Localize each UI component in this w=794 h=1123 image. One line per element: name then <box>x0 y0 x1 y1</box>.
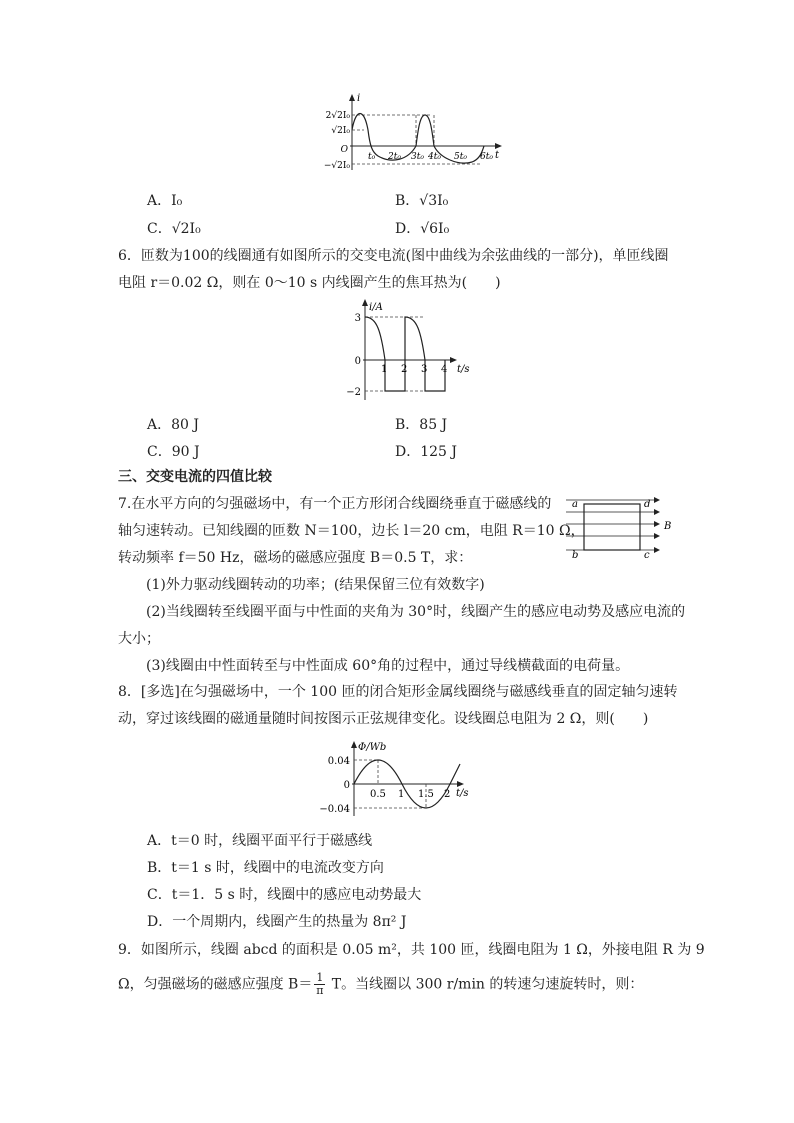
y-tick-neg-sqrt2: −√2I₀ <box>323 161 350 171</box>
x-tick-0.5: 0.5 <box>370 789 386 800</box>
q8-option-b[interactable]: B．t＝1 s 时，线圈中的电流改变方向 <box>147 860 384 876</box>
y-tick-0.04: 0.04 <box>327 756 350 767</box>
q5-option-b[interactable]: B．√3I₀ <box>395 193 449 209</box>
q7-line1: 7.在水平方向的匀强磁场中，有一个正方形闭合线圈绕垂直于磁感线的 <box>118 496 552 512</box>
q8-line2: 动，穿过该线圈的磁通量随时间按图示正弦规律变化。设线圈总电阻为 2 Ω，则( ) <box>118 711 649 727</box>
x-tick-5t0: 5t₀ <box>454 152 467 162</box>
field-arrow-5 <box>654 547 660 553</box>
x-axis-label: t/s <box>457 364 470 375</box>
x-tick-2t0: 2t₀ <box>388 152 401 162</box>
q8-option-c[interactable]: C．t＝1．5 s 时，线圈中的感应电动势最大 <box>147 887 422 903</box>
q7-line3: 转动频率 f＝50 Hz，磁场的磁感应强度 B＝0.5 T，求： <box>118 550 473 566</box>
y-axis-label: i <box>357 93 361 104</box>
q5-option-c[interactable]: C．√2I₀ <box>147 221 201 237</box>
x-axis-label: t <box>495 150 500 161</box>
y-tick-3: 3 <box>354 313 361 324</box>
q8-flux-figure <box>319 738 482 818</box>
y-axis-arrow <box>351 741 357 748</box>
field-arrow-1 <box>654 497 660 503</box>
corner-b: b <box>572 550 579 561</box>
q6-option-a[interactable]: A．80 J <box>147 417 199 433</box>
origin-label: O <box>340 145 348 155</box>
x-tick-6t0: 6t₀ <box>480 152 493 162</box>
q9-line1: 9．如图所示，线圈 abcd 的面积是 0.05 m²，共 100 匝，线圈电阻为 1 Ω，外接电阻 R 为 9 <box>118 942 705 958</box>
corner-c: c <box>644 550 650 561</box>
x-axis-label: t/s <box>456 788 469 799</box>
x-tick-4: 4 <box>441 364 448 375</box>
y-axis-label: Φ/Wb <box>358 742 387 753</box>
y-tick-0: 0 <box>343 780 350 791</box>
q8-line1: 8．[多选]在匀强磁场中，一个 100 匝的闭合矩形金属线圈绕与磁感线垂直的固定轴匀速转 <box>118 684 678 700</box>
current-waveform-figure <box>312 90 512 176</box>
q9-line2 <box>118 972 678 997</box>
x-tick-1: 1 <box>381 364 388 375</box>
q6-option-d[interactable]: D．125 J <box>395 444 458 460</box>
q9-fraction-denominator: π <box>316 984 324 997</box>
y-axis-arrow <box>349 94 355 101</box>
q5-option-d[interactable]: D．√6I₀ <box>395 221 450 237</box>
square-coil <box>584 504 640 550</box>
x-tick-2: 2 <box>444 789 451 800</box>
y-tick-0: 0 <box>354 356 361 367</box>
x-tick-4t0: 4t₀ <box>428 152 441 162</box>
q6-line1: 6．匝数为100的线圈通有如图所示的交变电流(图中曲线为余弦曲线的一部分)，单匝线圈 <box>118 248 669 264</box>
q8-option-a[interactable]: A．t＝0 时，线圈平面平行于磁感线 <box>147 833 373 849</box>
q9-line2-end: T。当线圈以 300 r/min 的转速匀速旋转时，则： <box>327 976 644 993</box>
q7-coil-figure <box>564 492 676 566</box>
q8-option-d[interactable]: D．一个周期内，线圈产生的热量为 8π² J <box>147 914 407 930</box>
q5-option-a[interactable]: A．I₀ <box>147 193 183 209</box>
x-axis-arrow <box>450 357 457 363</box>
q7-sub3: (3)线圈由中性面转至与中性面成 60°角的过程中，通过导线横截面的电荷量。 <box>146 658 630 674</box>
x-tick-t0: t₀ <box>368 152 376 162</box>
field-arrow-3 <box>654 521 660 527</box>
q9-fraction-numerator: 1 <box>316 971 324 984</box>
x-axis-arrow <box>495 143 502 149</box>
y-tick-sqrt2: √2I₀ <box>331 126 350 136</box>
q6-line2: 电阻 r＝0.02 Ω，则在 0～10 s 内线圈产生的焦耳热为( ) <box>118 275 501 291</box>
q9-fraction <box>314 972 325 997</box>
q6-current-figure <box>345 296 485 406</box>
field-arrow-2 <box>654 509 660 515</box>
y-tick-neg0.04: −0.04 <box>319 804 350 815</box>
corner-d: d <box>644 499 651 510</box>
corner-a: a <box>572 499 578 510</box>
x-tick-2: 2 <box>401 364 408 375</box>
q7-sub2a: (2)当线圈转至线圈平面与中性面的夹角为 30°时，线圈产生的感应电动势及感应电流的 <box>146 604 686 620</box>
y-tick-2sqrt2: 2√2I₀ <box>325 111 350 121</box>
q7-sub1: (1)外力驱动线圈转动的功率；(结果保留三位有效数字) <box>146 577 485 593</box>
y-axis-arrow <box>362 299 368 306</box>
q6-option-c[interactable]: C．90 J <box>147 444 200 460</box>
section3-title: 三、交变电流的四值比较 <box>118 469 272 485</box>
x-tick-1.5: 1.5 <box>418 789 434 800</box>
field-label: B <box>664 521 672 532</box>
x-tick-3: 3 <box>421 364 428 375</box>
q6-option-b[interactable]: B．85 J <box>395 417 448 433</box>
current-curve <box>365 317 448 391</box>
x-tick-3t0: 3t₀ <box>411 152 424 162</box>
q7-sub2b: 大小； <box>118 631 160 647</box>
x-axis-arrow <box>457 781 464 787</box>
field-arrow-4 <box>654 533 660 539</box>
q7-line2: 轴匀速转动。已知线圈的匝数 N＝100，边长 l＝20 cm，电阻 R＝10 Ω， <box>118 523 585 539</box>
y-axis-label: i/A <box>369 302 383 313</box>
x-tick-1: 1 <box>398 789 405 800</box>
q9-line2-start: Ω，匀强磁场的磁感应强度 B＝ <box>118 976 313 993</box>
y-tick-neg2: −2 <box>346 387 361 398</box>
